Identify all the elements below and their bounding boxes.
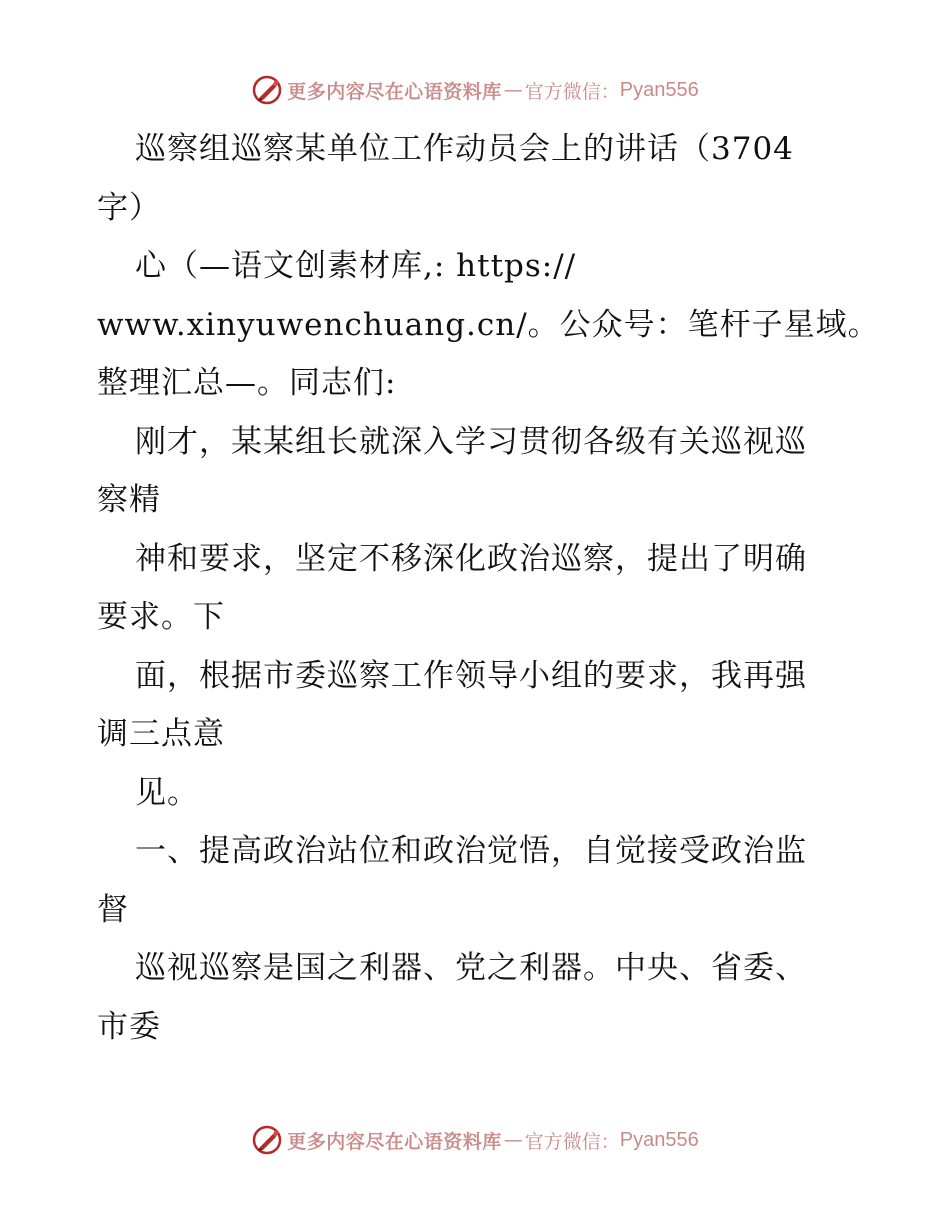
text-line: 整理汇总—。同志们: bbox=[97, 365, 397, 401]
footer-watermark-banner bbox=[0, 1120, 950, 1160]
banner-wechat-id: Pyan556 bbox=[619, 1128, 699, 1151]
text-line: 察精 bbox=[97, 482, 161, 518]
text-line: 一、提高政治站位和政治觉悟，自觉接受政治监 bbox=[135, 833, 807, 869]
text-line: 市委 bbox=[97, 1008, 161, 1045]
pen-logo-icon bbox=[251, 74, 283, 106]
banner-main-text: 更多内容尽在心语资料库 bbox=[287, 80, 502, 103]
header-watermark-banner bbox=[0, 70, 950, 110]
text-line: 巡察组巡察某单位工作动员会上的讲话（3704 bbox=[135, 131, 794, 167]
text-line: 调三点意 bbox=[97, 716, 225, 752]
pen-logo-icon bbox=[251, 1124, 283, 1156]
text-line: 要求。下 bbox=[97, 599, 225, 635]
banner-main-text: 更多内容尽在心语资料库 bbox=[287, 1130, 502, 1153]
text-line: 见。 bbox=[135, 774, 199, 811]
text-line: 督 bbox=[97, 891, 129, 928]
banner-wechat-label: 官方微信： bbox=[524, 1130, 620, 1153]
text-line: 心（—语文创素材库,: https:// bbox=[135, 248, 577, 284]
banner-wechat-id: Pyan556 bbox=[619, 78, 699, 101]
text-line: 字） bbox=[97, 189, 161, 226]
text-line: www.xinyuwenchuang.cn/。公众号：笔杆子星域。 bbox=[97, 306, 880, 343]
document-body bbox=[97, 120, 880, 1056]
text-line: 刚才，某某组长就深入学习贯彻各级有关巡视巡 bbox=[135, 423, 807, 460]
text-line: 神和要求，坚定不移深化政治巡察，提出了明确 bbox=[135, 540, 807, 577]
banner-dash: — bbox=[503, 79, 523, 101]
banner-dash: — bbox=[503, 1129, 523, 1151]
text-line: 面，根据市委巡察工作领导小组的要求，我再强 bbox=[135, 657, 807, 694]
banner-wechat-label: 官方微信： bbox=[524, 80, 620, 103]
text-line: 巡视巡察是国之利器、党之利器。中央、省委、 bbox=[135, 950, 807, 986]
